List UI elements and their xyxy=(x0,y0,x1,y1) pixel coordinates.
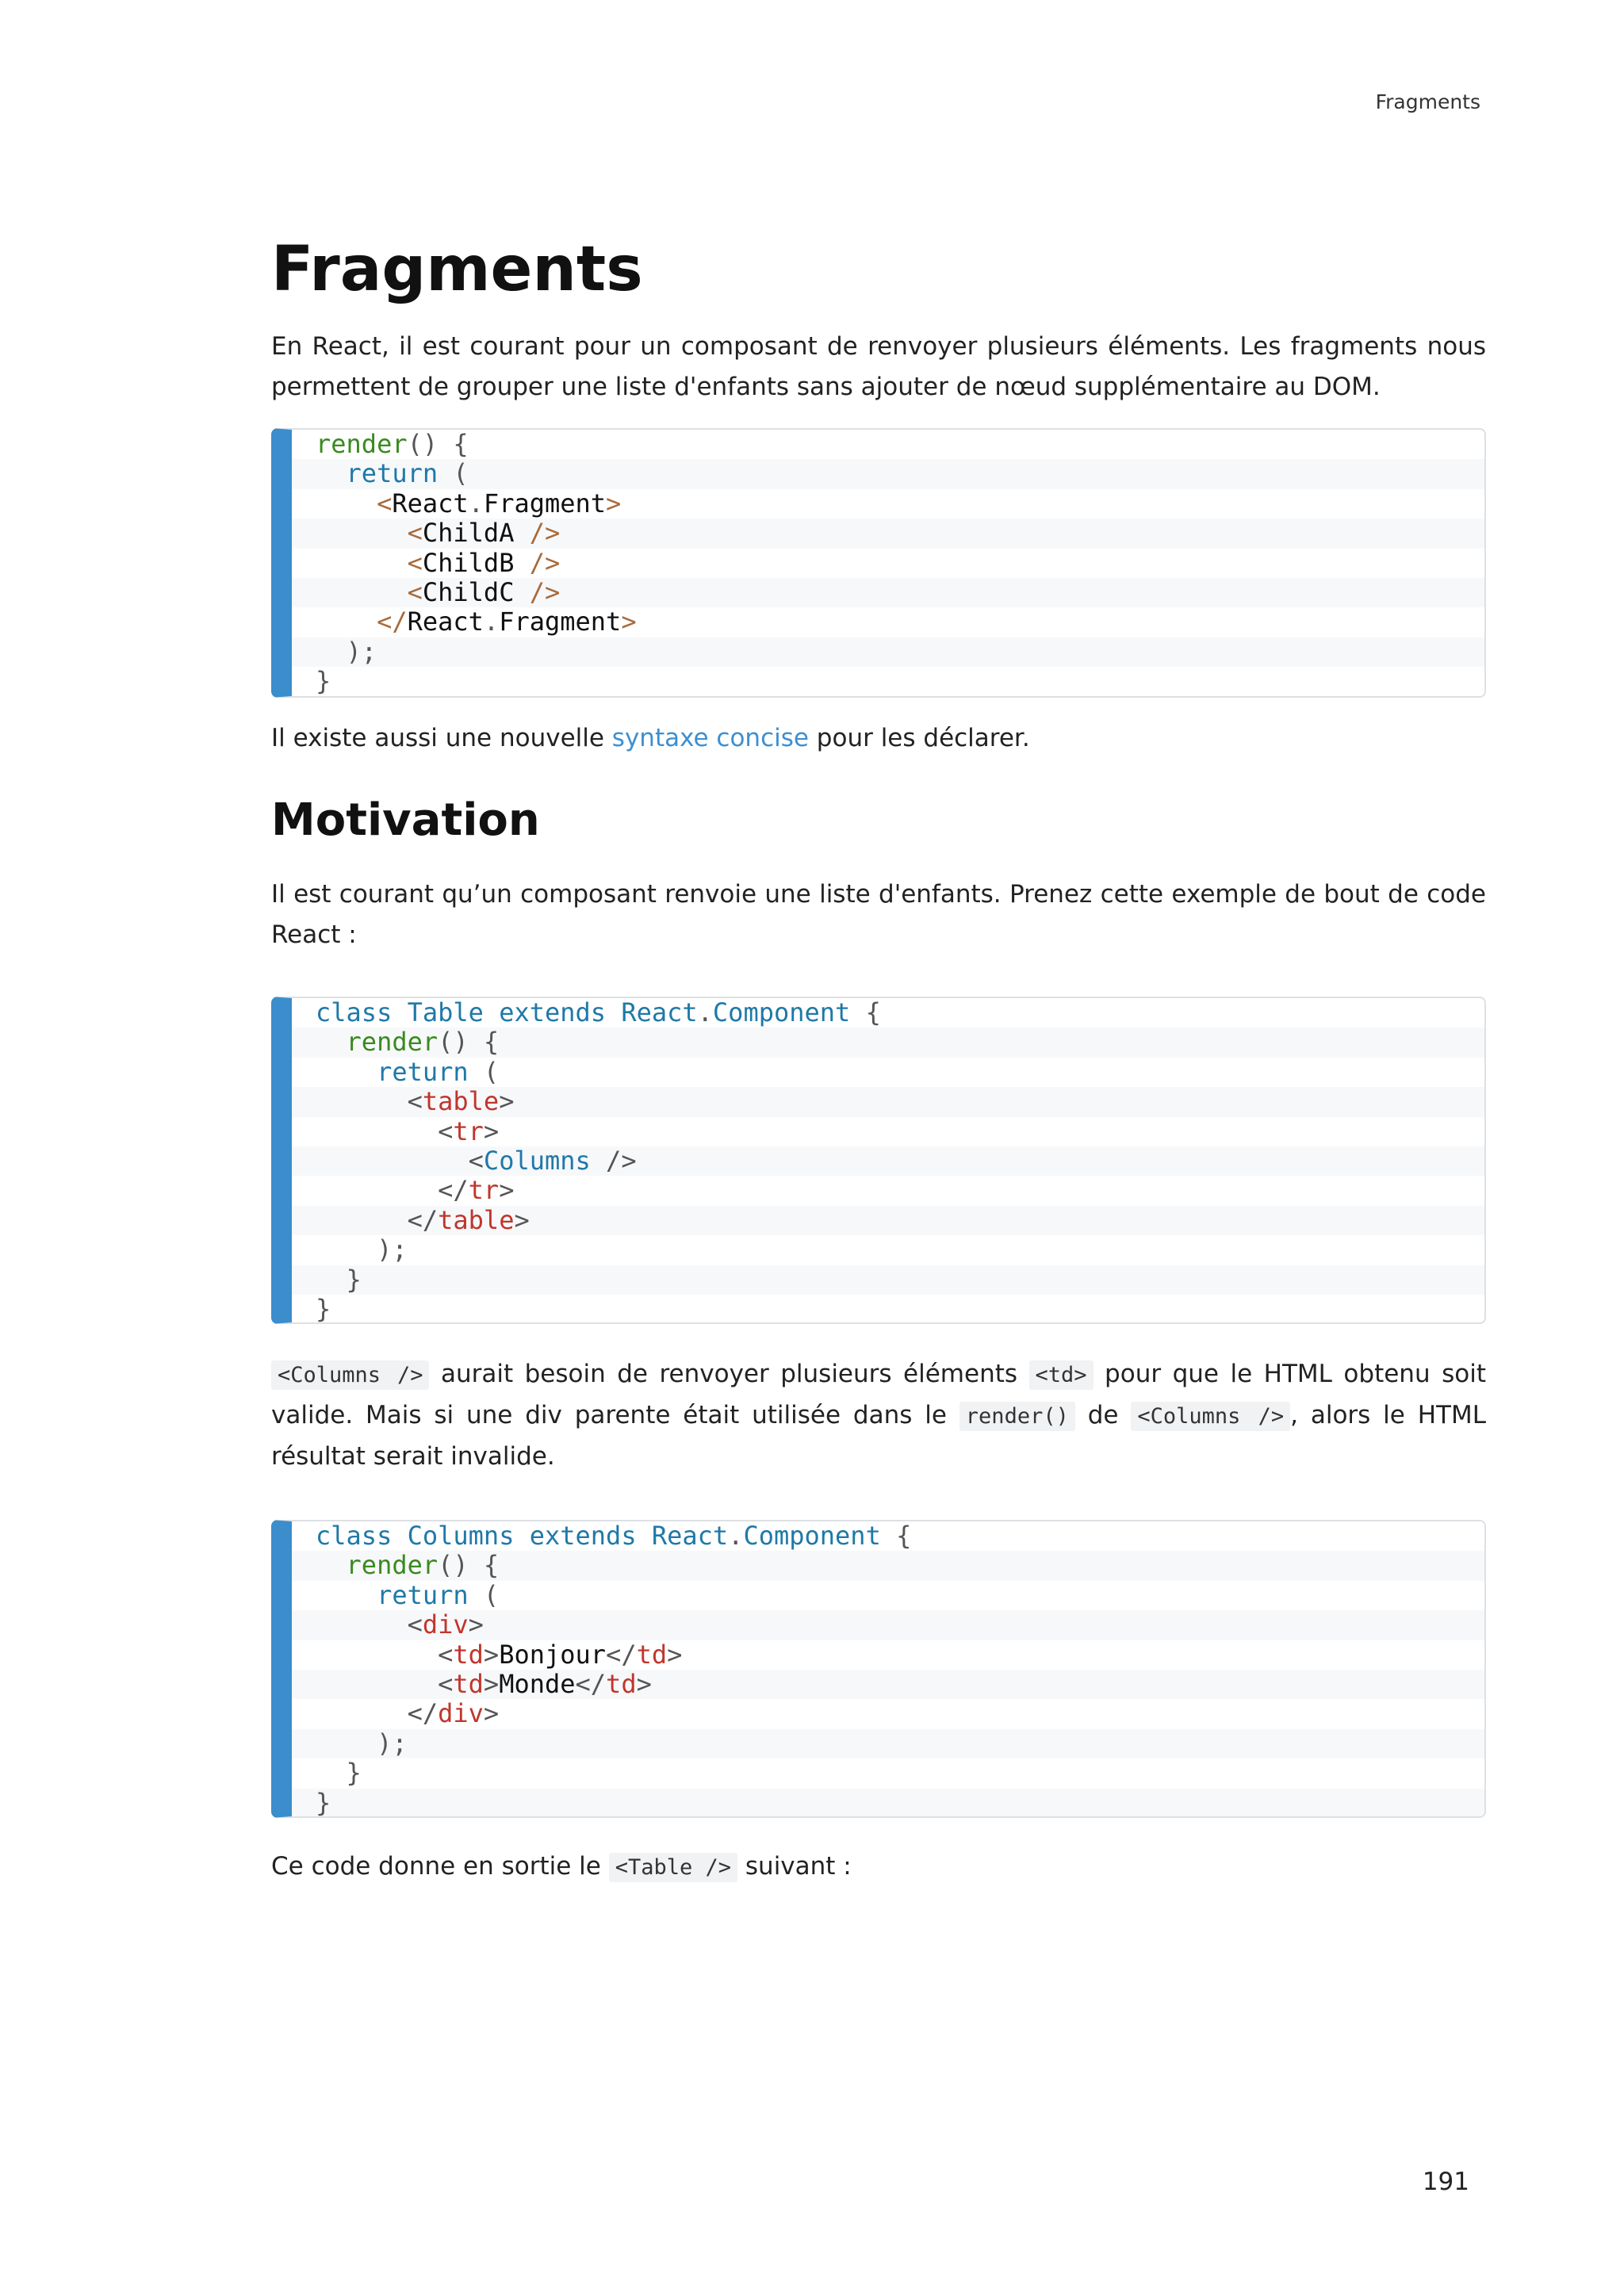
columns-text-1: aurait besoin de renvoyer plusieurs éléments xyxy=(429,1360,1029,1388)
page-content xyxy=(271,230,1486,1888)
code-token: table xyxy=(438,1204,515,1235)
columns-text-2: pour que le HTML obtenu soit valide. Mais si une div parente était utilisée dans le xyxy=(271,1360,1486,1429)
code-token xyxy=(316,607,377,637)
code-token: </ xyxy=(316,1204,439,1235)
code-token: } xyxy=(316,1758,362,1789)
code-token: tr xyxy=(453,1115,484,1146)
code-line xyxy=(292,1265,1484,1295)
code-line xyxy=(292,1581,1484,1610)
code-token: ( xyxy=(468,1056,500,1087)
code-token: table xyxy=(422,1086,500,1117)
code-token xyxy=(316,577,408,607)
inline-code-columns-2: <Columns /> xyxy=(1131,1402,1290,1431)
code-token: } xyxy=(316,1293,331,1324)
code-token: /> xyxy=(529,576,561,607)
code-token: td xyxy=(606,1668,637,1699)
code-line xyxy=(292,1117,1484,1146)
code-line xyxy=(292,667,1484,696)
code-token: Columns xyxy=(407,1521,515,1551)
code-token: . xyxy=(483,607,500,637)
code-line xyxy=(292,1087,1484,1116)
code-token: Bonjour xyxy=(499,1639,607,1670)
code-line xyxy=(292,637,1484,667)
inline-code-td: <td> xyxy=(1029,1360,1094,1390)
code-token: . xyxy=(697,997,713,1027)
code-token: class xyxy=(316,1521,393,1551)
code-token: ( xyxy=(438,458,469,489)
code-token: Component xyxy=(743,1521,881,1551)
code-token: div xyxy=(422,1609,469,1640)
code-token: tr xyxy=(468,1175,500,1206)
code-token: td xyxy=(453,1668,484,1699)
code-token xyxy=(316,1580,377,1610)
concise-text-after: pour les déclarer. xyxy=(808,724,1030,752)
code-token: React xyxy=(407,607,484,637)
code-token: render xyxy=(346,1550,439,1581)
code-token: > xyxy=(483,1639,500,1670)
outro-text-before: Ce code donne en sortie le xyxy=(271,1852,609,1881)
code-line xyxy=(292,1235,1484,1265)
code-line xyxy=(292,1551,1484,1580)
code-token xyxy=(392,1521,407,1551)
code-token: () { xyxy=(407,429,469,459)
code-line xyxy=(292,1640,1484,1670)
code-line xyxy=(292,1758,1484,1788)
code-token: div xyxy=(438,1698,484,1729)
code-token xyxy=(514,548,529,578)
outro-text-after: suivant : xyxy=(737,1852,852,1881)
code-line xyxy=(292,1295,1484,1324)
code-token: > xyxy=(514,1204,530,1235)
code-token: > xyxy=(667,1639,683,1670)
code-token: Columns xyxy=(483,1145,591,1176)
code-token: } xyxy=(316,666,331,697)
code-token: ); xyxy=(316,1234,408,1265)
code-token: return xyxy=(346,458,439,489)
code-line xyxy=(292,430,1484,459)
code-line xyxy=(292,1729,1484,1758)
code-block-table xyxy=(271,997,1486,1324)
code-token: extends xyxy=(529,1521,637,1551)
code-token: } xyxy=(316,1264,362,1295)
code-token: > xyxy=(483,1668,500,1699)
code-token xyxy=(316,488,377,519)
code-line xyxy=(292,1058,1484,1087)
columns-paragraph xyxy=(271,1354,1486,1477)
code-token: td xyxy=(453,1639,484,1670)
code-token: </ xyxy=(377,607,408,637)
code-token: ChildA xyxy=(422,518,515,549)
code-token: /> xyxy=(529,518,561,549)
code-token: Component xyxy=(712,997,851,1027)
code-token: < xyxy=(407,547,423,578)
code-line xyxy=(292,1789,1484,1818)
inline-code-render: render() xyxy=(959,1402,1075,1431)
code-token: > xyxy=(636,1668,652,1699)
section-title-motivation: Motivation xyxy=(271,794,540,846)
code-token: class xyxy=(316,997,393,1027)
code-token xyxy=(316,1027,347,1057)
code-token: < xyxy=(316,1609,423,1640)
code-token xyxy=(514,1521,529,1551)
code-token: > xyxy=(468,1609,484,1640)
code-token: < xyxy=(407,576,423,607)
code-token: < xyxy=(316,1668,454,1699)
code-token: render xyxy=(346,1027,439,1058)
code-token xyxy=(392,997,407,1027)
page-number: 191 xyxy=(1422,2168,1469,2196)
code-token xyxy=(316,458,347,488)
code-block-render-fragment xyxy=(271,428,1486,698)
code-line xyxy=(292,1176,1484,1205)
code-line xyxy=(292,607,1484,637)
code-token: . xyxy=(728,1521,744,1551)
inline-code-columns: <Columns /> xyxy=(271,1360,429,1390)
code-token xyxy=(316,548,408,578)
code-token: render xyxy=(316,429,408,459)
code-token: < xyxy=(316,1639,454,1670)
intro-paragraph: En React, il est courant pour un composant de renvoyer plusieurs éléments. Les fragments nous permettent de grouper une liste d'enfants sans ajouter de nœud supplémentaire au DOM. xyxy=(271,332,1486,401)
code-line xyxy=(292,519,1484,548)
code-token: < xyxy=(377,488,393,519)
code-token: Fragment xyxy=(483,488,607,519)
code-token: < xyxy=(316,1086,423,1117)
code-token: Fragment xyxy=(499,607,622,637)
code-line xyxy=(292,1610,1484,1640)
code-token: < xyxy=(316,1115,454,1146)
code-token: </ xyxy=(316,1175,469,1206)
running-head: Fragments xyxy=(1375,90,1480,113)
code-token: { xyxy=(880,1521,912,1551)
code-token xyxy=(637,1521,652,1551)
code-line xyxy=(292,459,1484,488)
concise-syntax-link[interactable]: syntaxe concise xyxy=(611,724,809,752)
concise-syntax-paragraph xyxy=(271,718,1486,759)
code-token: return xyxy=(377,1056,469,1087)
code-token xyxy=(484,997,499,1027)
code-line xyxy=(292,1670,1484,1699)
code-token: ChildB xyxy=(422,547,515,578)
code-token: /> xyxy=(590,1145,637,1176)
code-token: ); xyxy=(316,1728,408,1758)
code-token: < xyxy=(316,1145,484,1176)
code-token: > xyxy=(499,1086,515,1117)
concise-text-before: Il existe aussi une nouvelle xyxy=(271,724,612,752)
code-token: /> xyxy=(529,547,561,578)
code-token: > xyxy=(621,607,637,637)
code-token: React xyxy=(651,1521,729,1551)
code-token: > xyxy=(483,1698,500,1729)
code-token: return xyxy=(377,1579,469,1610)
code-token xyxy=(606,997,621,1027)
code-line xyxy=(292,1521,1484,1551)
code-block-columns xyxy=(271,1520,1486,1818)
code-token: > xyxy=(606,488,622,519)
code-token: </ xyxy=(575,1668,607,1699)
code-line xyxy=(292,489,1484,519)
code-token: ChildC xyxy=(422,576,515,607)
code-token: </ xyxy=(606,1639,637,1670)
outro-paragraph xyxy=(271,1846,1486,1888)
code-line xyxy=(292,578,1484,607)
code-token: > xyxy=(499,1175,515,1206)
code-token: td xyxy=(636,1639,668,1670)
code-line xyxy=(292,1699,1484,1728)
code-line xyxy=(292,998,1484,1027)
code-token: > xyxy=(483,1115,500,1146)
columns-text-3: de xyxy=(1074,1401,1132,1429)
code-token xyxy=(514,577,529,607)
motivation-paragraph: Il est courant qu’un composant renvoie une liste d'enfants. Prenez cette exemple de bout de code React : xyxy=(271,880,1486,949)
page-title: Fragments xyxy=(271,234,643,305)
code-line xyxy=(292,1146,1484,1176)
code-token xyxy=(514,518,529,548)
code-token: Table xyxy=(407,997,484,1027)
code-token xyxy=(316,1057,377,1087)
columns-text-4: , alors le HTML résultat serait invalide. xyxy=(271,1401,1486,1471)
code-token: React xyxy=(621,997,698,1027)
code-token: </ xyxy=(316,1698,439,1729)
code-line xyxy=(292,1027,1484,1057)
code-token xyxy=(316,518,408,548)
code-token xyxy=(316,1550,347,1580)
code-token: React xyxy=(392,488,469,519)
code-token: < xyxy=(407,518,423,549)
code-token: . xyxy=(468,488,484,519)
inline-code-table: <Table /> xyxy=(609,1853,737,1882)
code-token: () { xyxy=(438,1550,500,1581)
code-token: { xyxy=(850,997,881,1027)
code-token: ); xyxy=(316,636,377,667)
code-line xyxy=(292,1206,1484,1235)
code-token: } xyxy=(316,1787,331,1818)
code-token: Monde xyxy=(499,1668,576,1699)
code-token: extends xyxy=(499,997,607,1027)
code-token: () { xyxy=(438,1027,500,1058)
code-token: ( xyxy=(468,1579,500,1610)
code-line xyxy=(292,549,1484,578)
